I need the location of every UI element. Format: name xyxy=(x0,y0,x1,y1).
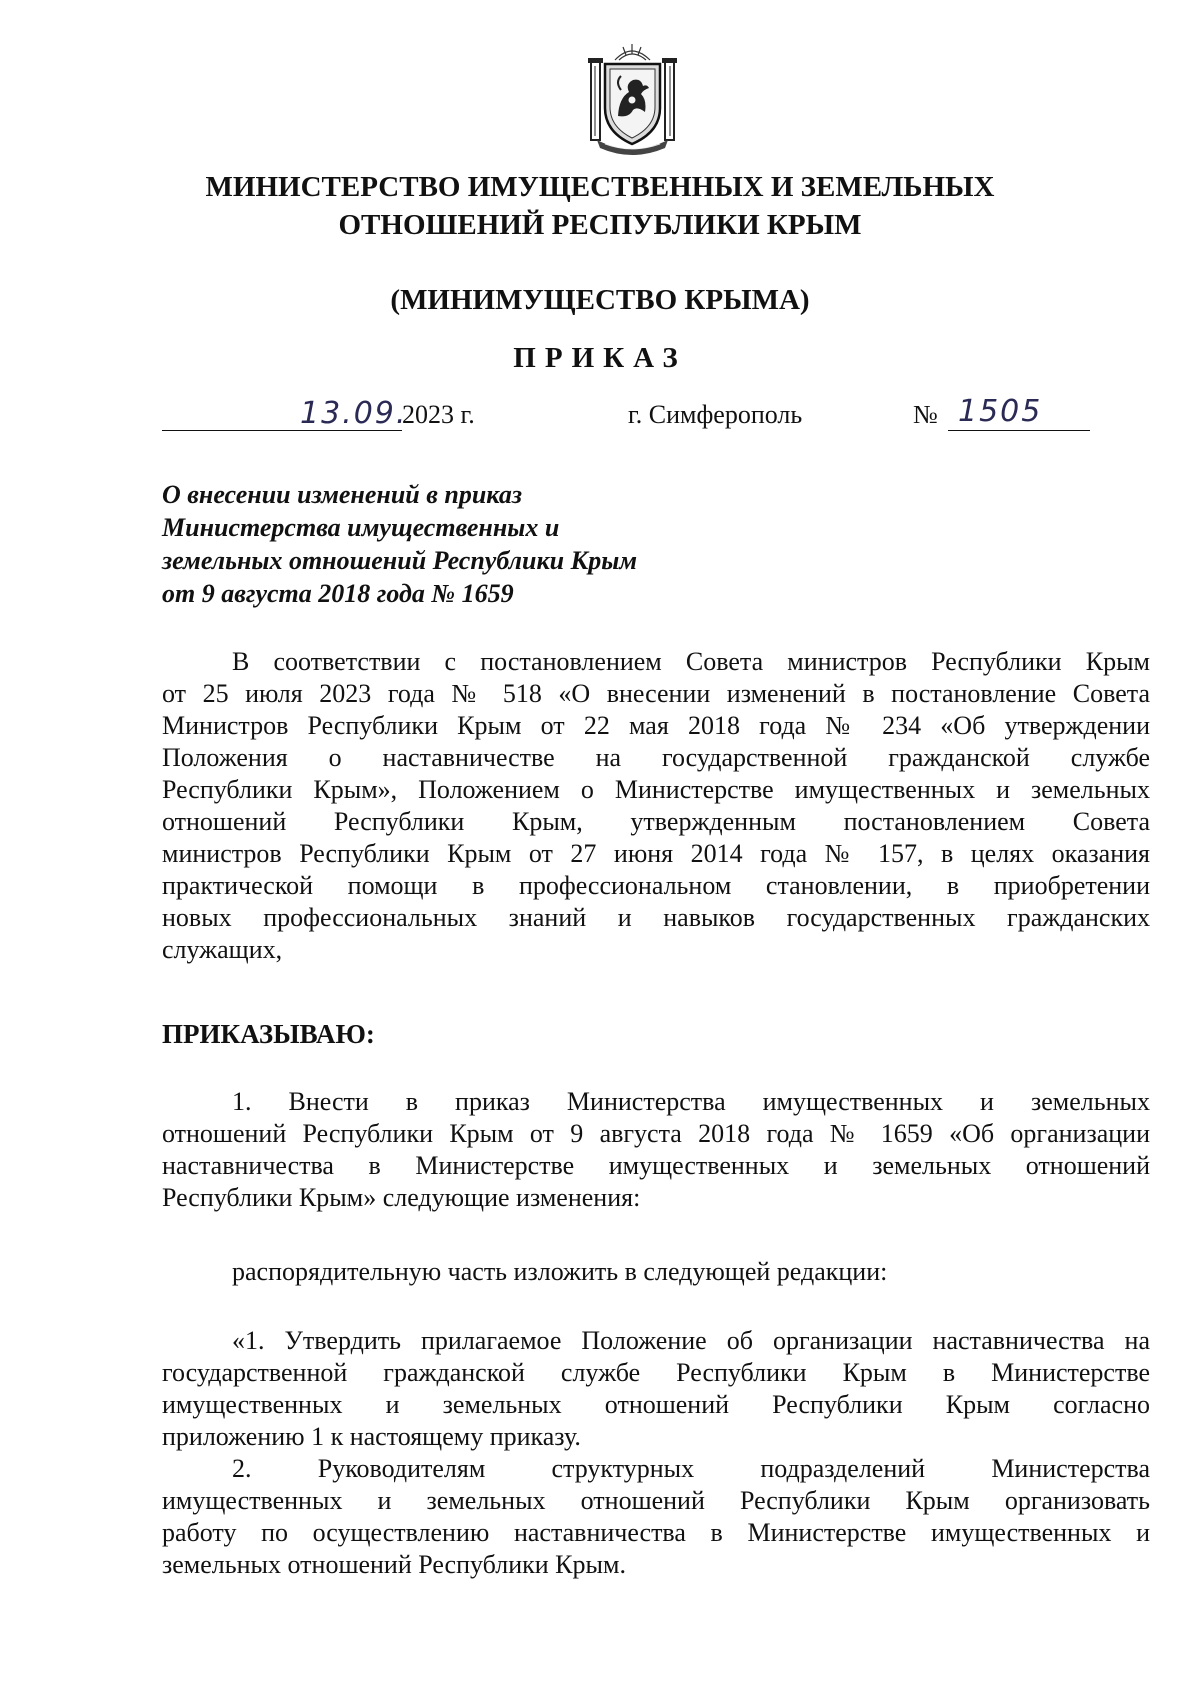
paragraph-line: имущественных и земельных отношений Республики Крым согласно xyxy=(162,1390,1150,1419)
paragraph-line: В соответствии с постановлением Совета министров Республики Крым xyxy=(232,647,1150,676)
document-subject xyxy=(162,478,722,610)
paragraph-line: Республики Крым» следующие изменения: xyxy=(162,1183,641,1212)
order-word: ПРИКАЗЫВАЮ: xyxy=(162,1019,375,1049)
paragraph-line: новых профессиональных знаний и навыков государственных гражданских xyxy=(162,903,1150,932)
paragraph-line: государственной гражданской службе Республики Крым в Министерстве xyxy=(162,1358,1150,1387)
paragraph-line: имущественных и земельных отношений Республики Крым организовать xyxy=(162,1486,1150,1515)
ministry-name xyxy=(150,168,1050,244)
number-underline xyxy=(948,430,1090,431)
paragraph-line: работу по осуществлению наставничества в Министерстве имущественных и xyxy=(162,1518,1150,1547)
paragraph-line: практической помощи в профессиональном становлении, в приобретении xyxy=(162,871,1150,900)
paragraph-line: от 25 июля 2023 года № 518 «О внесении изменений в постановление Совета xyxy=(162,679,1150,708)
paragraph-line: Положения о наставничестве на государственной гражданской службе xyxy=(162,743,1150,772)
document-year: 2023 г. xyxy=(402,400,475,429)
paragraph-line: отношений Республики Крым, утвержденным постановлением Совета xyxy=(162,807,1150,836)
item-1-new-text xyxy=(162,1325,1150,1453)
paragraph-line: Министров Республики Крым от 22 мая 2018 года № 234 «Об утверждении xyxy=(162,711,1150,740)
preamble-paragraph xyxy=(162,646,1150,966)
paragraph-line: Республики Крым», Положением о Министерстве имущественных и земельных xyxy=(162,775,1150,804)
ministry-short-name: (МИНИМУЩЕСТВО КРЫМА) xyxy=(390,284,810,316)
paragraph-line: министров Республики Крым от 27 июня 2014 года № 157, в целях оказания xyxy=(162,839,1150,868)
subject-line: О внесении изменений в приказ xyxy=(162,480,522,509)
coat-of-arms-emblem xyxy=(585,40,680,160)
paragraph-line: приложению 1 к настоящему приказу. xyxy=(162,1422,581,1451)
paragraph-line: отношений Республики Крым от 9 августа 2018 года № 1659 «Об организации xyxy=(162,1119,1150,1148)
ministry-name-line2: ОТНОШЕНИЙ РЕСПУБЛИКИ КРЫМ xyxy=(338,209,862,241)
ministry-name-line1: МИНИСТЕРСТВО ИМУЩЕСТВЕННЫХ И ЗЕМЕЛЬНЫХ xyxy=(205,171,995,203)
paragraph-line: «1. Утвердить прилагаемое Положение об организации наставничества на xyxy=(232,1326,1150,1355)
subject-line: земельных отношений Республики Крым xyxy=(162,546,638,575)
item-1-paragraph xyxy=(162,1086,1150,1214)
document-type: ПРИКАЗ xyxy=(513,342,687,374)
paragraph-line: наставничества в Министерстве имущественных и земельных отношений xyxy=(162,1151,1150,1180)
paragraph-line: распорядительную часть изложить в следующей редакции: xyxy=(232,1257,888,1286)
subject-line: Министерства имущественных и xyxy=(162,513,560,542)
document-meta-row xyxy=(0,394,1200,438)
number-label: № xyxy=(913,400,938,429)
handwritten-date: 13.09. xyxy=(300,396,408,431)
paragraph-line: 2. Руководителям структурных подразделений Министерства xyxy=(232,1454,1150,1483)
paragraph-line: 1. Внести в приказ Министерства имущественных и земельных xyxy=(232,1087,1150,1116)
handwritten-number: 1505 xyxy=(958,394,1043,429)
paragraph-line: земельных отношений Республики Крым. xyxy=(162,1550,626,1579)
item-2-paragraph xyxy=(162,1453,1150,1581)
subject-line: от 9 августа 2018 года № 1659 xyxy=(162,579,514,608)
item-1-intro xyxy=(232,1256,1150,1288)
paragraph-line: служащих, xyxy=(162,935,283,964)
document-city: г. Симферополь xyxy=(628,400,803,429)
